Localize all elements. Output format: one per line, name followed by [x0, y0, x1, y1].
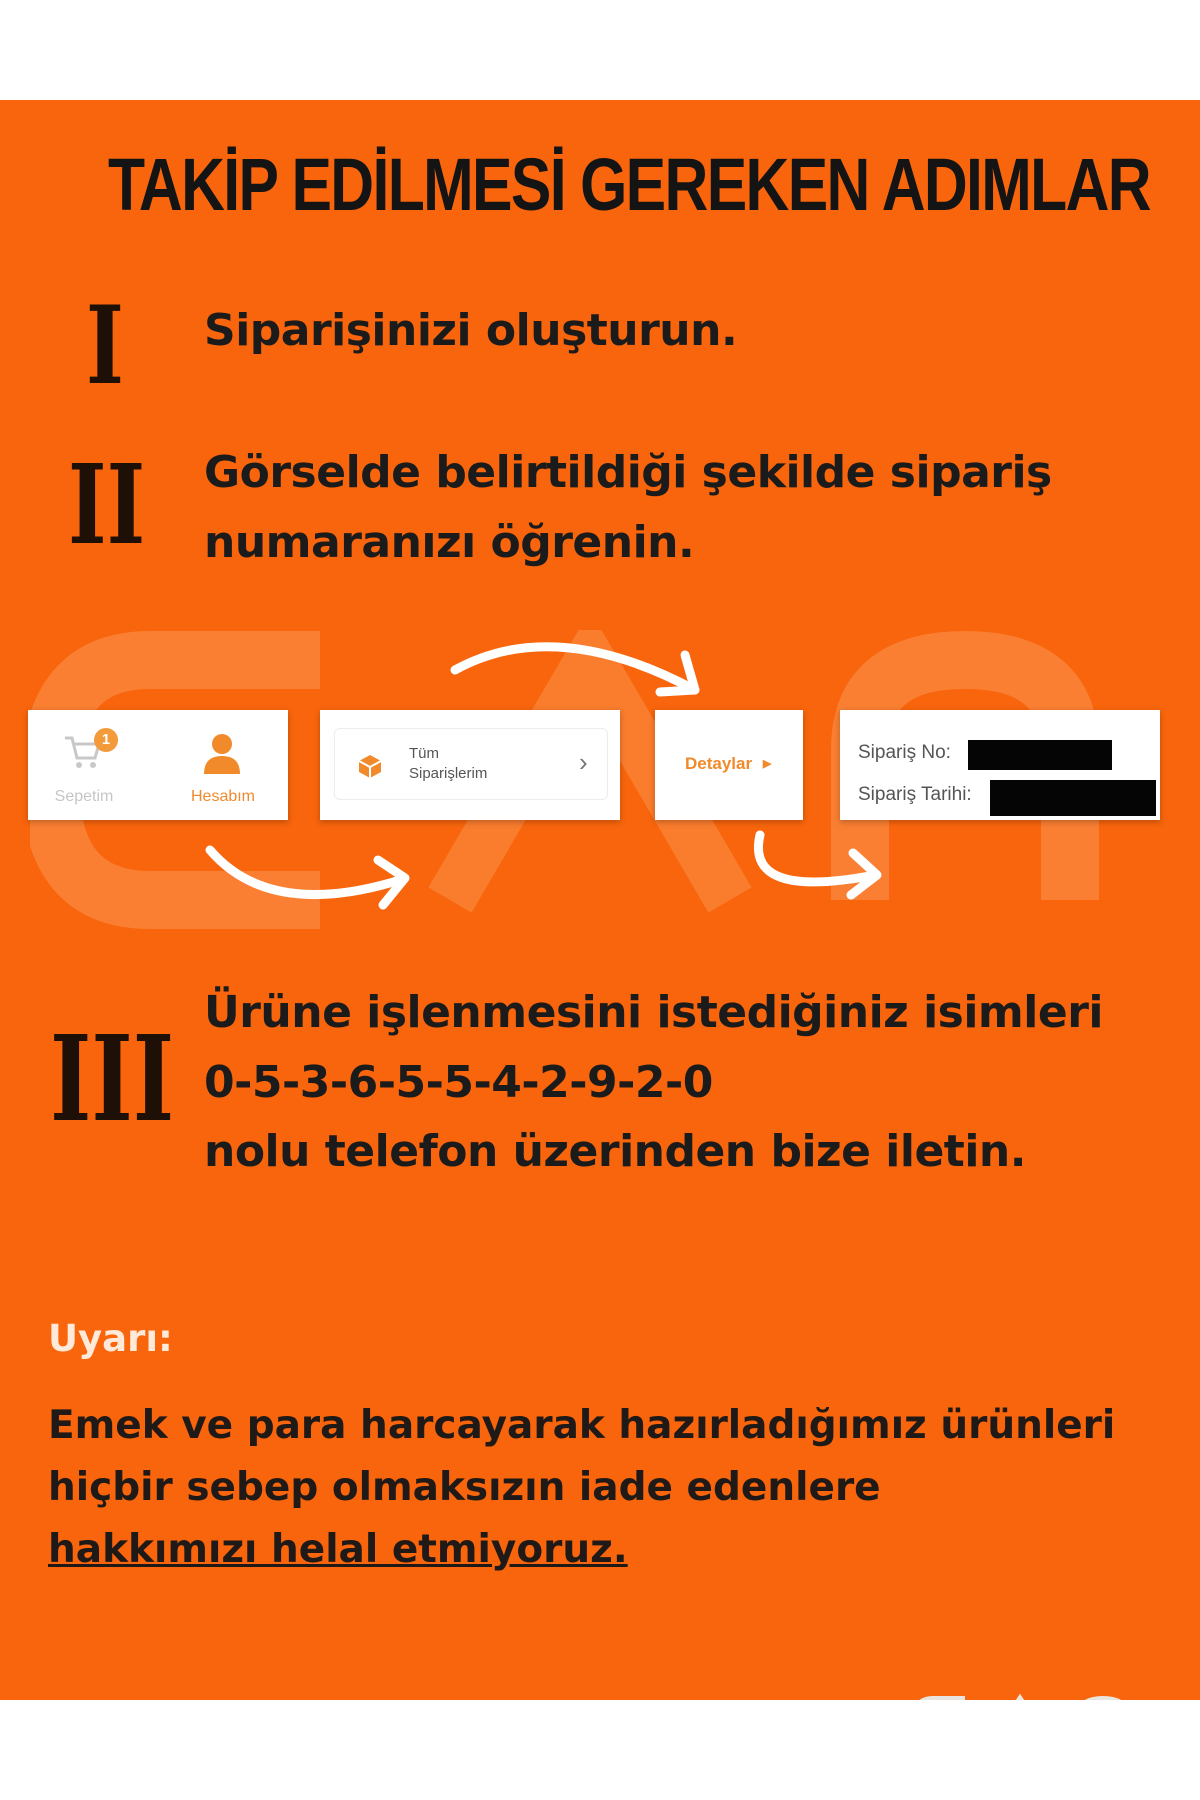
step-2-line: Görselde belirtildiği şekilde sipariş	[204, 447, 1052, 498]
cart-account-screen	[28, 710, 288, 820]
box-icon	[357, 753, 383, 779]
step-3-text	[204, 978, 1103, 1187]
can-logo	[905, 1688, 1145, 1700]
step-3-line: Ürüne işlenmesini istediğiniz isimleri	[204, 987, 1103, 1038]
warning-line: hakkımızı helal etmiyoruz.	[48, 1527, 628, 1572]
warning-line: Emek ve para harcayarak hazırladığımız ürünleri	[48, 1403, 1116, 1448]
all-orders-label-2: Siparişlerim	[409, 765, 488, 782]
step-2-line: numaranızı öğrenin.	[204, 516, 695, 568]
step-1-numeral: I	[86, 283, 124, 409]
page-title: TAKİP EDİLMESİ GEREKEN ADIMLAR	[108, 143, 1150, 226]
cart-count-badge: 1	[94, 728, 118, 752]
details-label: Detaylar	[685, 754, 753, 773]
caret-right-icon: ▶	[762, 758, 772, 770]
details-link[interactable]	[685, 754, 771, 774]
arrow-2-icon	[445, 620, 715, 710]
warning-line: hiçbir sebep olmaksızın iade edenlere	[48, 1465, 881, 1510]
order-date-redacted	[990, 780, 1156, 816]
step-3-numeral: III	[50, 1009, 175, 1148]
all-orders-label-1: Tüm	[409, 745, 439, 762]
step-2-text	[204, 438, 1052, 577]
all-orders-row[interactable]	[334, 728, 608, 800]
warning-text	[48, 1395, 1148, 1581]
details-screen	[655, 710, 803, 820]
order-no-label: Sipariş No:	[858, 742, 951, 763]
arrow-3-icon	[745, 825, 905, 915]
cart-tab-label[interactable]: Sepetim	[54, 788, 114, 805]
step-1-text	[204, 296, 737, 366]
step-1-line: Siparişinizi oluşturun.	[204, 305, 738, 356]
chevron-right-icon: ›	[579, 747, 588, 777]
all-orders-screen	[320, 710, 620, 820]
account-tab-label[interactable]: Hesabım	[190, 788, 256, 805]
order-date-label: Sipariş Tarihi:	[858, 784, 972, 805]
step-3-line: nolu telefon üzerinden bize iletin.	[204, 1126, 1026, 1178]
account-icon	[202, 732, 242, 776]
instruction-panel	[0, 100, 1200, 1700]
step-2-numeral: II	[68, 440, 146, 569]
phone-number: 0-5-3-6-5-5-4-2-9-2-0	[204, 1056, 713, 1108]
warning-title: Uyarı:	[48, 1317, 173, 1360]
order-info-screen	[840, 710, 1160, 820]
arrow-1-icon	[200, 835, 430, 945]
order-no-redacted	[968, 740, 1112, 770]
